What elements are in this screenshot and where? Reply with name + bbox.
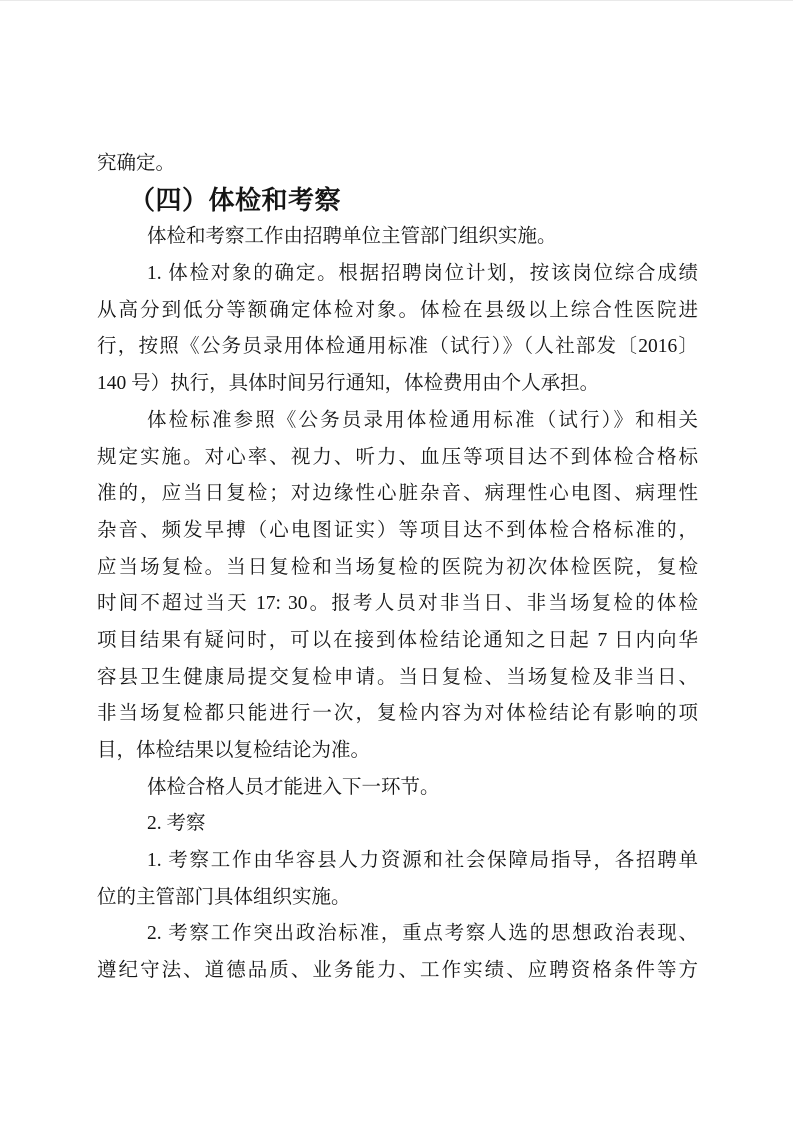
text-line: 目，体检结果以复检结论为准。 <box>97 740 371 761</box>
text-line: 1. 体检对象的确定。根据招聘岗位计划，按该岗位综合成绩 <box>147 263 698 285</box>
section-heading: （四）体检和考察 <box>129 185 342 215</box>
text-line: 从高分到低分等额确定体检对象。体检在县级以上综合性医院进 <box>97 299 698 321</box>
document-page <box>0 1 793 1123</box>
text-line: 究确定。 <box>97 153 176 174</box>
text-line: 项目结果有疑问时，可以在接到体检结论通知之日起 7 日内向华 <box>97 629 698 651</box>
text-line: 准的，应当日复检；对边缘性心脏杂音、病理性心电图、病理性 <box>97 483 698 505</box>
document-body <box>97 146 698 990</box>
text-line: 杂音、频发早搏（心电图证实）等项目达不到体检合格标准的， <box>97 519 698 541</box>
text-line: 时间不超过当天 17: 30。报考人员对非当日、非当场复检的体检 <box>97 593 698 615</box>
text-line: 应当场复检。当日复检和当场复检的医院为初次体检医院，复检 <box>97 556 698 578</box>
text-line: 遵纪守法、道德品质、业务能力、工作实绩、应聘资格条件等方 <box>97 960 698 982</box>
text-line: 体检和考察工作由招聘单位主管部门组织实施。 <box>147 226 557 248</box>
text-line: 规定实施。对心率、视力、听力、血压等项目达不到体检合格标 <box>97 446 698 468</box>
text-line: 位的主管部门具体组织实施。 <box>97 886 351 908</box>
text-line: 2. 考察工作突出政治标准，重点考察人选的思想政治表现、 <box>147 923 698 945</box>
text-line: 行，按照《公务员录用体检通用标准（试行）》（人社部发〔2016〕 <box>97 336 698 358</box>
text-line: 非当场复检都只能进行一次，复检内容为对体检结论有影响的项 <box>97 703 698 725</box>
text-line: 140 号）执行，具体时间另行通知，体检费用由个人承担。 <box>97 373 600 395</box>
text-line: 体检标准参照《公务员录用体检通用标准（试行）》和相关 <box>147 409 698 431</box>
text-line: 1. 考察工作由华容县人力资源和社会保障局指导，各招聘单 <box>147 850 698 872</box>
text-line: 体检合格人员才能进入下一环节。 <box>147 776 440 798</box>
text-line: 容县卫生健康局提交复检申请。当日复检、当场复检及非当日、 <box>97 666 698 688</box>
text-line: 2. 考察 <box>147 813 206 835</box>
